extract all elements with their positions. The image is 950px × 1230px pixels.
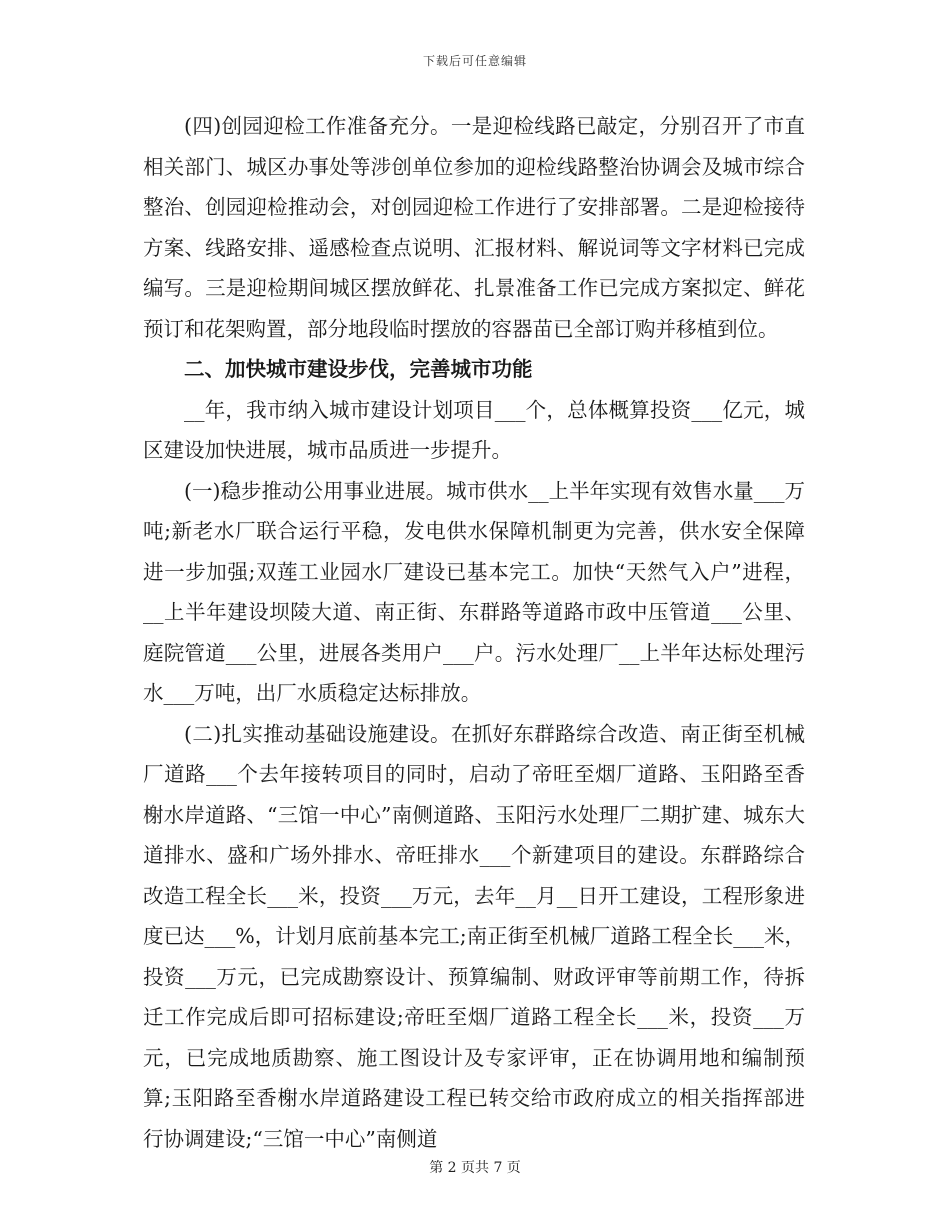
page-footer: 第 2 页共 7 页 <box>429 1160 521 1176</box>
paragraph-infrastructure: (二)扎实推动基础设施建设。在抓好东群路综合改造、南正街至机械厂道路___个去年接转项目的同时，启动了帝旺至烟厂道路、玉阳路至香榭水岸道路、“三馆一中心”南侧道路、玉阳污水处理厂二期扩建、城东大道排水、盛和广场外排水、帝旺排水___个新建项目的建设。东群路综合改造工程全长___米，投资___万元，去年__月__日开工建设，工程形象进度已达___%，计划月底前基本完工;南正街至机械厂道路工程全长___米，投资___万元，已完成勘察设计、预算编制、财政评审等前期工作，待拆迁工作完成后即可招标建设;帝旺至烟厂道路工程全长___米，投资___万元，已完成地质勘察、施工图设计及专家评审，正在协调用地和编制预算;玉阳路至香榭水岸道路建设工程已转交给市政府成立的相关指挥部进行协调建设;“三馆一中心”南侧道 <box>143 721 805 1151</box>
document-body <box>143 106 805 1159</box>
section-heading: 二、加快城市建设步伐，完善城市功能 <box>184 357 533 381</box>
page-header: 下载后可任意编辑 <box>422 54 527 68</box>
paragraph-public-utilities: (一)稳步推动公用事业进展。城市供水__上半年实现有效售水量___万吨;新老水厂联合运行平稳，发电供水保障机制更为完善，供水安全保障进一步加强;双莲工业园水厂建设已基本完工。加快“天然气入户”进程，__上半年建设坝陵大道、南正街、东群路等道路市政中压管道___公里、庭院管道___公里，进展各类用户___户。污水处理厂__上半年达标处理污水___万吨，出厂水质稳定达标排放。 <box>143 478 805 705</box>
paragraph-overview: __年，我市纳入城市建设计划项目___个，总体概算投资___亿元，城区建设加快进展，城市品质进一步提升。 <box>143 397 805 462</box>
paragraph-preparation: (四)创园迎检工作准备充分。一是迎检线路已敲定，分别召开了市直相关部门、城区办事处等涉创单位参加的迎检线路整治协调会及城市综合整治、创园迎检推动会，对创园迎检工作进行了安排部署。二是迎检接待方案、线路安排、遥感检查点说明、汇报材料、解说词等文字材料已完成编写。三是迎检期间城区摆放鲜花、扎景准备工作已完成方案拟定、鲜花预订和花架购置，部分地段临时摆放的容器苗已全部订购并移植到位。 <box>143 114 805 341</box>
